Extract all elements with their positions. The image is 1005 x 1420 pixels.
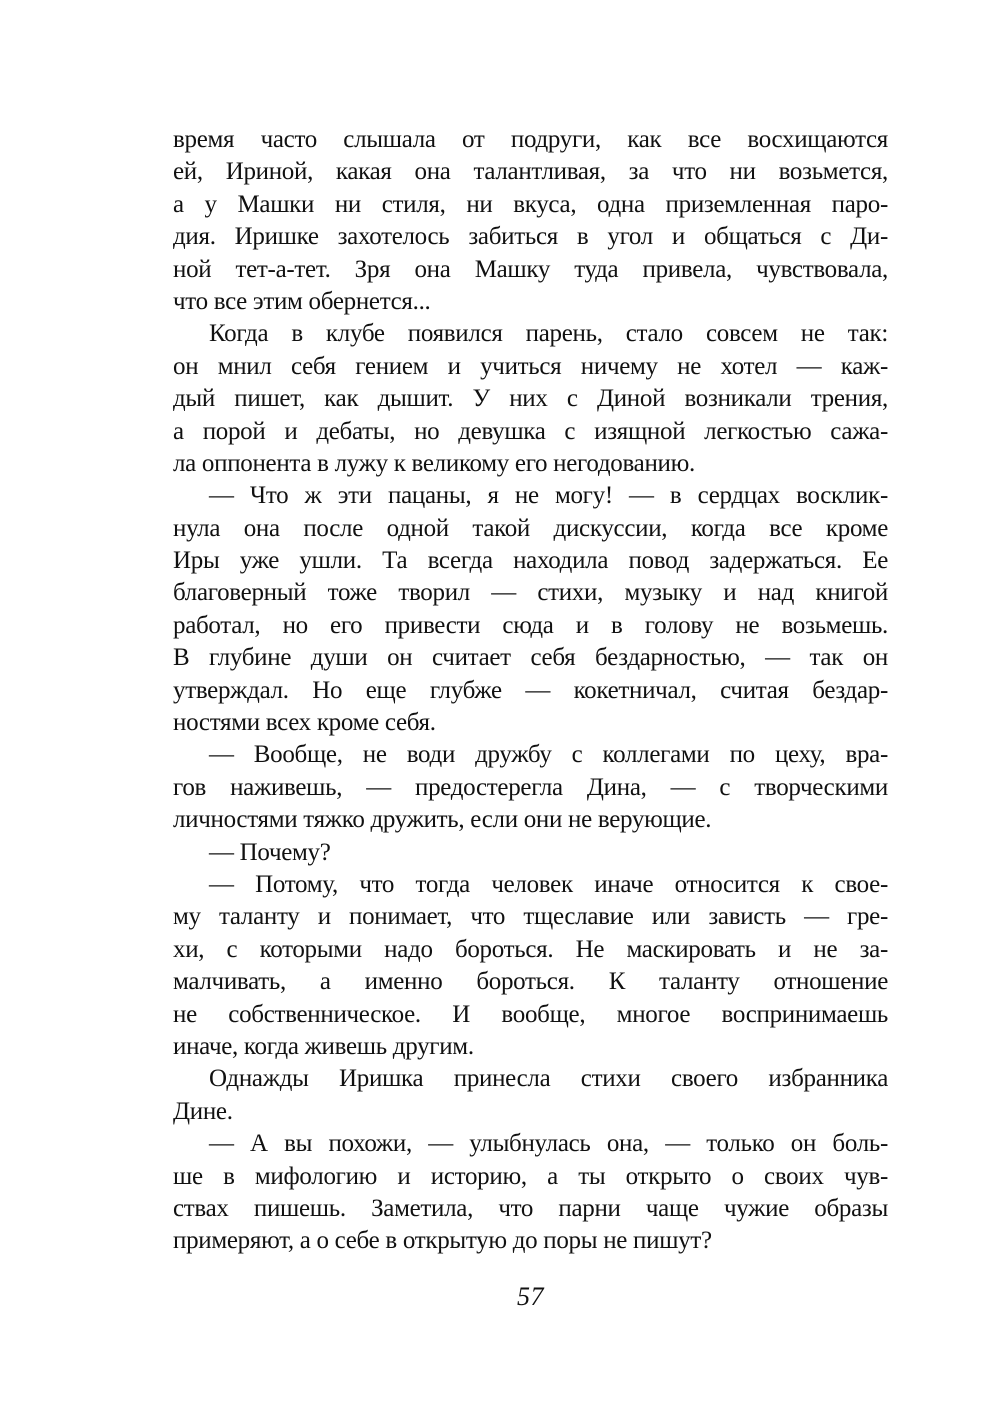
text-line: В глубине души он считает себя бездарностью, — так он xyxy=(173,644,888,672)
text-line: личностями тяжко дружить, если они не верующие. xyxy=(173,806,712,834)
text-line: Иры уже ушли. Та всегда находила повод задержаться. Ее xyxy=(173,547,888,575)
page-number: 57 xyxy=(517,1282,544,1311)
text-line: время часто слышала от подруги, как все восхищаются xyxy=(173,126,888,153)
text-line: а порой и дебаты, но девушка с изящной легкостью сажа- xyxy=(173,417,888,445)
text-line: хи, с которыми надо бороться. Не маскировать и не за- xyxy=(173,935,888,963)
text-line: Когда в клубе появился парень, стало совсем не так: xyxy=(209,320,888,348)
text-line: дый пишет, как дышит. У них с Диной возникали трения, xyxy=(173,385,888,413)
text-line: утверждал. Но еще глубже — кокетничал, считая бездар- xyxy=(173,676,888,704)
text-line: — А вы похожи, — улыбнулась она, — только он боль- xyxy=(209,1130,888,1158)
text-line: гов наживешь, — предостерегла Дина, — с творческими xyxy=(173,773,888,801)
text-line: — Что ж эти пацаны, я не могу! — в сердцах восклик- xyxy=(209,482,888,510)
text-line: ствах пишешь. Заметила, что парни чаще чужие образы xyxy=(173,1194,888,1222)
text-line: что все этим обернется... xyxy=(173,287,431,315)
text-line: ностями всех кроме себя. xyxy=(173,709,436,737)
text-line: нула она после одной такой дискуссии, когда все кроме xyxy=(173,514,888,542)
text-line: он мнил себя гением и учиться ничему не хотел — каж- xyxy=(173,352,888,380)
text-line: ше в мифологию и историю, а ты открыто о своих чув- xyxy=(173,1162,888,1190)
text-block xyxy=(173,124,888,1258)
text-line: — Потому, что тогда человек иначе относится к свое- xyxy=(209,870,888,898)
text-line: малчивать, а именно бороться. К таланту отношение xyxy=(173,968,888,996)
text-line: ной тет-а-тет. Зря она Машку туда привела, чувствовала, xyxy=(173,255,888,283)
text-line: Дине. xyxy=(173,1097,233,1125)
text-line: а у Машки ни стиля, ни вкуса, одна приземленная паро- xyxy=(173,190,888,218)
text-line: иначе, когда живешь другим. xyxy=(173,1032,474,1060)
text-line: дия. Иришке захотелось забиться в угол и общаться с Ди- xyxy=(173,223,888,251)
text-line: — Почему? xyxy=(209,838,331,866)
text-line: примеряют, а о себе в открытую до поры не пишут? xyxy=(173,1227,712,1255)
text-line: Однажды Иришка принесла стихи своего избранника xyxy=(209,1065,888,1093)
text-line: не собственническое. И вообще, многое воспринимаешь xyxy=(173,1000,888,1028)
text-line: работал, но его привести сюда и в голову не возьмешь. xyxy=(173,611,888,639)
text-line: му таланту и понимает, что тщеславие или зависть — гре- xyxy=(173,903,888,931)
text-line: — Вообще, не води дружбу с коллегами по цеху, вра- xyxy=(209,741,888,769)
text-line: благоверный тоже творил — стихи, музыку и над книгой xyxy=(173,579,888,607)
text-line: ей, Ириной, какая она талантливая, за что ни возьмется, xyxy=(173,158,888,186)
text-line: ла оппонента в лужу к великому его негодованию. xyxy=(173,449,695,477)
